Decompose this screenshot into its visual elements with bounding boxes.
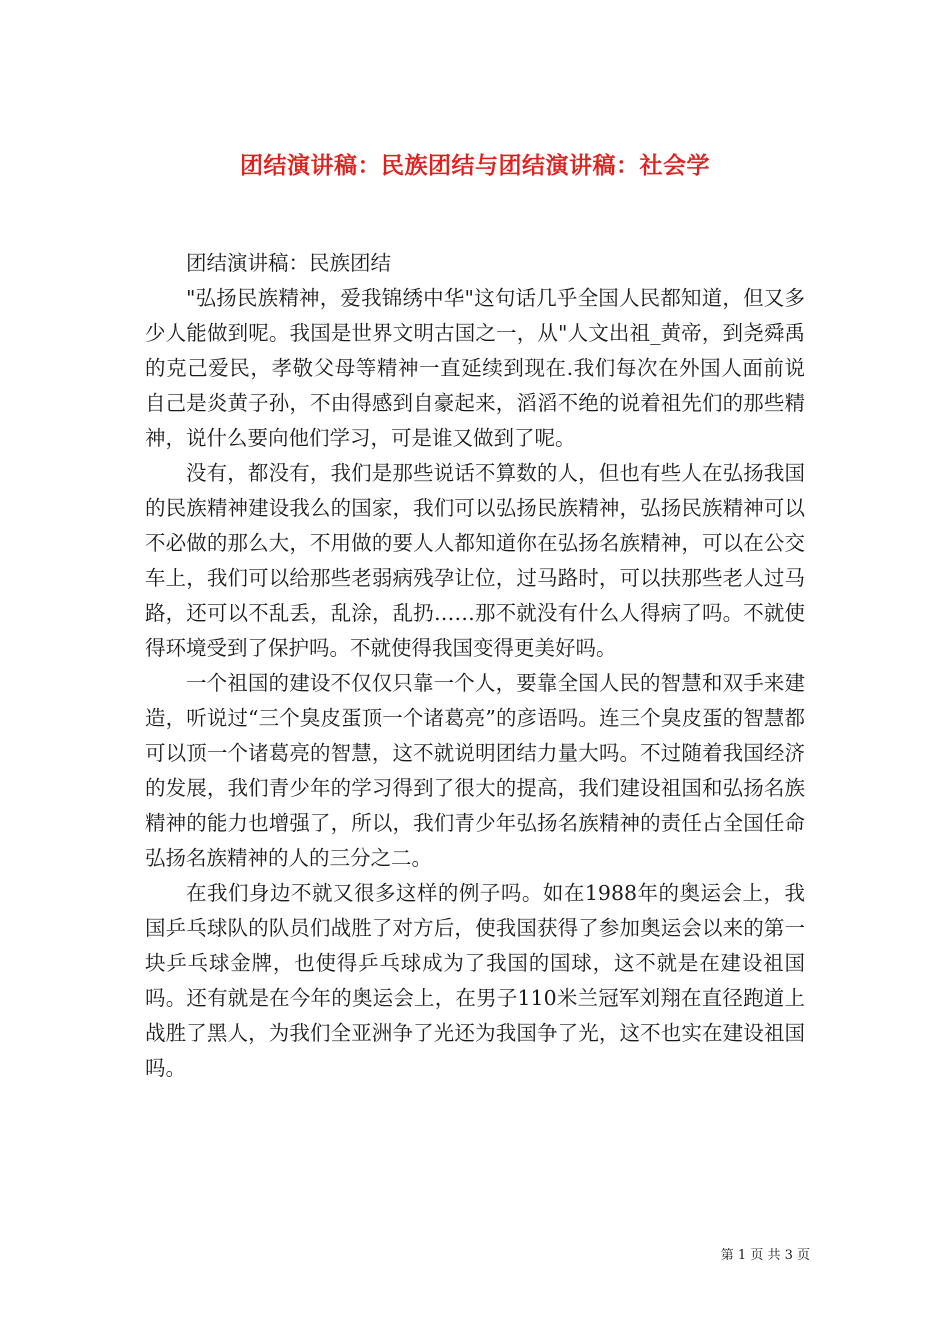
paragraph: 一个祖国的建设不仅仅只靠一个人，要靠全国人民的智慧和双手来建造，听说过“三个臭皮蛋顶一个诸葛亮”的彦语吗。连三个臭皮蛋的智慧都可以顶一个诸葛亮的智慧，这不就说明团结力量大吗。不过随着我国经济的发展，我们青少年的学习得到了很大的提高，我们建设祖国和弘扬名族精神的能力也增强了，所以，我们青少年弘扬名族精神的责任占全国任命弘扬名族精神的人的三分之二。 xyxy=(145,671,805,870)
page-title: 团结演讲稿：民族团结与团结演讲稿：社会学 xyxy=(240,152,710,180)
section-heading: 团结演讲稿：民族团结 xyxy=(186,251,391,275)
document-body xyxy=(145,246,805,1086)
paragraph: 在我们身边不就又很多这样的例子吗。如在1988年的奥运会上，我国乒乓球队的队员们战胜了对方后，使我国获得了参加奥运会以来的第一块乒乓球金牌，也使得乒乓球成为了我国的国球，这不就是在建设祖国吗。还有就是在今年的奥运会上，在男子110米兰冠军刘翔在直径跑道上战胜了黑人，为我们全亚洲争了光还为我国争了光，这不也实在建设祖国吗。 xyxy=(145,881,805,1080)
paragraph: "弘扬民族精神，爱我锦绣中华"这句话几乎全国人民都知道，但又多少人能做到呢。我国是世界文明古国之一，从"人文出祖_黄帝，到尧舜禹的克己爱民，孝敬父母等精神一直延续到现在.我们每次在外国人面前说自己是炎黄子孙，不由得感到自豪起来，滔滔不绝的说着祖先们的那些精神，说什么要向他们学习，可是谁又做到了呢。 xyxy=(145,286,805,450)
paragraph: 没有，都没有，我们是那些说话不算数的人，但也有些人在弘扬我国的民族精神建设我么的国家，我们可以弘扬民族精神，弘扬民族精神可以不必做的那么大，不用做的要人人都知道你在弘扬名族精神，可以在公交车上，我们可以给那些老弱病残孕让位，过马路时，可以扶那些老人过马路，还可以不乱丢，乱涂，乱扔……那不就没有什么人得病了吗。不就使得环境受到了保护吗。不就使得我国变得更美好吗。 xyxy=(145,461,805,660)
page-number: 第 1 页 共 3 页 xyxy=(720,1248,810,1263)
